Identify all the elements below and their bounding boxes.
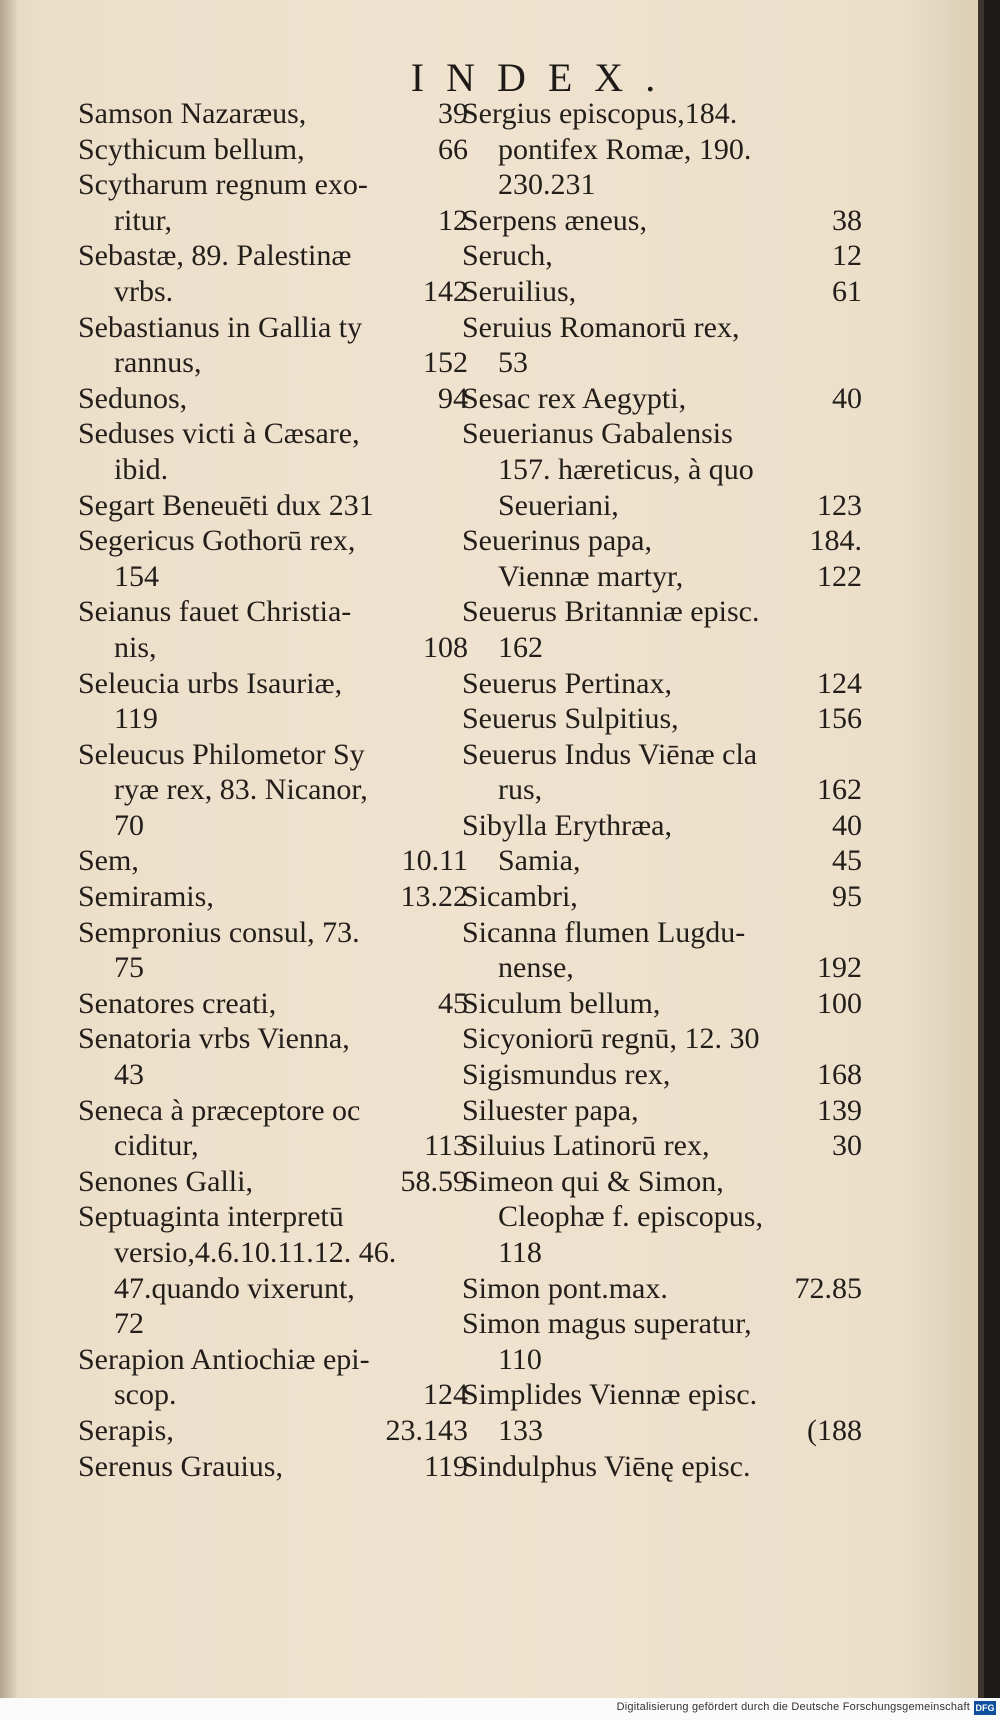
index-entry-page: 124 [423, 1378, 468, 1412]
index-entry-text: Seuerus Pertinax, [462, 666, 672, 700]
index-entry [462, 1413, 862, 1449]
footer-bar [0, 1698, 1000, 1720]
index-entry-page: 139 [817, 1093, 862, 1127]
index-entry-text: 47.quando vixerunt, [114, 1271, 355, 1305]
index-entry [78, 986, 468, 1022]
page-header: INDEX. [410, 55, 678, 100]
index-entry-text: Sesac rex Aegypti, [462, 381, 687, 415]
index-entry-text: ibid. [114, 452, 169, 486]
index-entry-text: 70 [114, 808, 144, 842]
index-column-right [462, 96, 862, 1484]
index-entry [462, 310, 862, 346]
index-entry-page: 66 [438, 132, 468, 166]
index-entry [78, 238, 468, 274]
index-entry-text: Cleophæ f. episcopus, [498, 1200, 763, 1234]
index-entry-page: 40 [832, 381, 862, 415]
index-entry-text: ciditur, [114, 1129, 199, 1163]
index-entry-page: 45 [438, 986, 468, 1020]
index-entry [78, 559, 468, 595]
index-entry-text: Seduses victi à Cæsare, [78, 417, 360, 451]
index-entry-text: nis, [114, 630, 157, 664]
index-entry-text: Sedunos, [78, 381, 188, 415]
index-entry-page: 95 [832, 880, 862, 914]
index-entry [462, 879, 862, 915]
index-entry-text: Serpens æneus, [462, 203, 647, 237]
index-entry-text: 162 [498, 630, 543, 664]
index-entry-text: Serapis, [78, 1413, 174, 1447]
index-entry-text: 119 [114, 702, 158, 736]
index-entry [462, 167, 862, 203]
index-entry [462, 594, 862, 630]
index-entry-page: 124 [817, 666, 862, 700]
index-entry [462, 1235, 862, 1271]
index-entry-text: ritur, [114, 203, 172, 237]
index-entry [462, 986, 862, 1022]
index-entry [78, 1449, 468, 1485]
index-entry [462, 274, 862, 310]
index-entry-text: 133 [498, 1413, 543, 1447]
index-entry-page: 162 [817, 773, 862, 807]
index-entry [462, 238, 862, 274]
index-entry-text: Serapion Antiochiæ epi- [78, 1342, 370, 1376]
index-entry-text: 75 [114, 951, 144, 985]
index-entry-text: ryæ rex, 83. Nicanor, [114, 773, 368, 807]
index-entry-text: Sibylla Erythræa, [462, 808, 672, 842]
index-entry-text: Seruch, [462, 239, 553, 273]
index-entry-text: Seleucus Philometor Sy [78, 737, 365, 771]
index-entry-text: Seneca à præceptore oc [78, 1093, 361, 1127]
index-entry-page: 152 [423, 346, 468, 380]
index-entry [78, 950, 468, 986]
index-entry [78, 772, 468, 808]
index-entry-page: 72.85 [794, 1271, 862, 1305]
index-entry-text: rus, [498, 773, 543, 807]
index-entry [78, 737, 468, 773]
index-entry-page: 168 [817, 1058, 862, 1092]
index-entry-text: Simon pont.max. [462, 1271, 668, 1305]
index-entry [78, 523, 468, 559]
index-entry-page: 142 [423, 274, 468, 308]
index-entry [78, 1235, 468, 1271]
index-entry-text: Sicyoniorū regnū, 12. 30 [462, 1022, 760, 1056]
index-entry-text: Seuerus Indus Viēnæ cla [462, 737, 758, 771]
index-entry [78, 488, 468, 524]
index-entry [78, 1128, 468, 1164]
index-entry [462, 1093, 862, 1129]
index-entry-page: 12 [438, 203, 468, 237]
index-entry-text: 230.231 [498, 168, 596, 202]
index-entry-text: 118 [498, 1236, 542, 1269]
index-entry-text: Senones Galli, [78, 1164, 253, 1198]
index-entry [462, 559, 862, 595]
index-entry [462, 1306, 862, 1342]
index-entry-text: Seuerianus Gabalensis [462, 417, 733, 451]
index-entry-text: Senatores creati, [78, 986, 277, 1020]
index-entry-page: 12 [832, 239, 862, 273]
index-entry-text: Segericus Gothorū rex, [78, 524, 356, 558]
index-entry-text: Sindulphus Viēnę episc. [462, 1449, 751, 1483]
index-entry-page: 108 [423, 630, 468, 664]
index-entry [78, 843, 468, 879]
index-entry [462, 1199, 862, 1235]
index-entry [462, 345, 862, 381]
index-entry [462, 843, 862, 879]
index-entry-text: Scythicum bellum, [78, 132, 305, 166]
index-entry [78, 1164, 468, 1200]
index-entry [78, 630, 468, 666]
index-entry [78, 203, 468, 239]
index-entry-text: Siluius Latinorū rex, [462, 1129, 710, 1163]
index-entry-text: Viennæ martyr, [498, 559, 684, 593]
index-entry-text: Simon magus superatur, [462, 1307, 752, 1341]
index-entry [78, 701, 468, 737]
index-entry [462, 416, 862, 452]
index-entry-page: 184. [809, 524, 862, 558]
index-column-left [78, 96, 468, 1484]
index-entry [78, 1093, 468, 1129]
index-entry-text: versio,4.6.10.11.12. 46. [114, 1236, 397, 1269]
index-entry-page: 58.59 [400, 1164, 468, 1198]
index-entry [462, 96, 862, 132]
index-entry-page: 100 [817, 986, 862, 1020]
index-entry [78, 167, 468, 203]
index-entry [78, 1021, 468, 1057]
index-entry [78, 381, 468, 417]
index-entry [462, 737, 862, 773]
index-entry-text: Sempronius consul, 73. [78, 915, 360, 949]
index-entry [462, 203, 862, 239]
index-entry [462, 452, 862, 488]
index-entry [462, 381, 862, 417]
index-entry [462, 915, 862, 951]
index-entry [462, 1271, 862, 1307]
index-entry-text: Sergius episcopus,184. [462, 97, 738, 130]
index-entry-page: 192 [817, 951, 862, 985]
page-edge [978, 0, 984, 1698]
footer-credit: Digitalisierung gefördert durch die Deutsche Forschungsgemeinschaft [616, 1701, 970, 1713]
index-entry [78, 96, 468, 132]
index-entry [78, 808, 468, 844]
index-entry [78, 1342, 468, 1378]
page-spine-shadow [0, 0, 18, 1698]
index-entry-text: Scytharum regnum exo- [78, 168, 368, 202]
index-entry-text: Sebastæ, 89. Palestinæ [78, 239, 352, 273]
index-entry-text: Serenus Grauius, [78, 1449, 283, 1483]
index-entry-text: Seueriani, [498, 488, 619, 522]
index-entry [462, 488, 862, 524]
index-entry-text: 72 [114, 1307, 144, 1341]
index-entry-page: 40 [832, 808, 862, 842]
index-entry [78, 666, 468, 702]
index-entry [78, 915, 468, 951]
index-entry-page: 45 [832, 844, 862, 878]
index-entry-text: Siluester papa, [462, 1093, 639, 1127]
index-entry-text: Seruius Romanorū rex, [462, 310, 740, 344]
index-entry-text: Seruilius, [462, 274, 577, 308]
index-entry-text: Seleucia urbs Isauriæ, [78, 666, 343, 700]
index-entry-page: 39 [438, 97, 468, 130]
index-entry [462, 950, 862, 986]
index-entry [78, 416, 468, 452]
index-entry-text: Seuerus Britanniæ episc. [462, 595, 760, 629]
index-entry [462, 1377, 862, 1413]
index-entry-text: Semiramis, [78, 880, 214, 914]
index-entry [78, 879, 468, 915]
index-entry [78, 594, 468, 630]
index-entry-text: Samson Nazaræus, [78, 97, 307, 130]
index-entry-text: Sebastianus in Gallia ty [78, 310, 363, 344]
index-entry [462, 1021, 862, 1057]
index-entry-text: vrbs. [114, 274, 174, 308]
index-entry-text: Sigismundus rex, [462, 1058, 671, 1092]
index-entry-page: 122 [817, 559, 862, 593]
index-entry-text: 154 [114, 559, 159, 593]
index-entry [78, 1057, 468, 1093]
index-entry-page: 113 [424, 1129, 468, 1163]
index-entry-text: Senatoria vrbs Vienna, [78, 1022, 350, 1056]
index-entry-text: pontifex Romæ, 190. [498, 132, 752, 166]
index-entry [462, 1057, 862, 1093]
index-entry-page: 30 [832, 1129, 862, 1163]
index-entry-text: 53 [498, 346, 528, 380]
index-entry-text: Sicambri, [462, 880, 578, 914]
index-entry [78, 310, 468, 346]
index-entry-page: 38 [832, 203, 862, 237]
index-entry [462, 1164, 862, 1200]
index-entry-text: 43 [114, 1058, 144, 1092]
index-entry-text: Segart Beneuēti dux 231 [78, 488, 374, 522]
index-entry [462, 1449, 862, 1485]
index-entry [462, 666, 862, 702]
index-entry-page: 13.22 [400, 880, 468, 914]
index-entry-page: (188 [807, 1413, 862, 1447]
index-entry-page: 10.11 [401, 844, 468, 878]
index-entry [462, 701, 862, 737]
index-entry [78, 1413, 468, 1449]
index-entry-text: scop. [114, 1378, 177, 1412]
index-entry-text: Sicanna flumen Lugdu- [462, 915, 746, 949]
index-entry [462, 772, 862, 808]
index-entry-text: Septuaginta interpretū [78, 1200, 344, 1234]
index-entry [78, 1306, 468, 1342]
index-entry [462, 1342, 862, 1378]
index-entry-text: Seuerinus papa, [462, 524, 652, 558]
index-entry-text: Sem, [78, 844, 139, 878]
index-entry-page: 94 [438, 381, 468, 415]
index-entry [78, 132, 468, 168]
index-entry-text: Samia, [498, 844, 581, 878]
index-entry [462, 132, 862, 168]
index-entry [462, 630, 862, 666]
index-entry-text: rannus, [114, 346, 202, 380]
index-entry-page: 23.143 [385, 1413, 468, 1447]
index-entry [462, 808, 862, 844]
index-entry [462, 1128, 862, 1164]
index-entry-text: 157. hæreticus, à quo [498, 452, 754, 486]
index-entry-page: 61 [832, 274, 862, 308]
index-entry [78, 452, 468, 488]
index-entry [78, 345, 468, 381]
index-entry [78, 1199, 468, 1235]
index-entry [78, 274, 468, 310]
index-entry-text: Seuerus Sulpitius, [462, 702, 679, 736]
index-entry-text: Seianus fauet Christia- [78, 595, 352, 629]
index-entry-text: Siculum bellum, [462, 986, 661, 1020]
index-entry-text: Simplides Viennæ episc. [462, 1378, 758, 1412]
index-entry-page: 156 [817, 702, 862, 736]
index-entry-text: Simeon qui & Simon, [462, 1164, 724, 1198]
index-entry-text: nense, [498, 951, 574, 985]
dfg-logo: DFG [975, 1703, 995, 1713]
index-entry-page: 123 [817, 488, 862, 522]
index-entry-text: 110 [498, 1342, 542, 1376]
index-entry [78, 1377, 468, 1413]
index-entry [462, 523, 862, 559]
index-entry-page: 119 [424, 1449, 468, 1483]
index-entry [78, 1271, 468, 1307]
